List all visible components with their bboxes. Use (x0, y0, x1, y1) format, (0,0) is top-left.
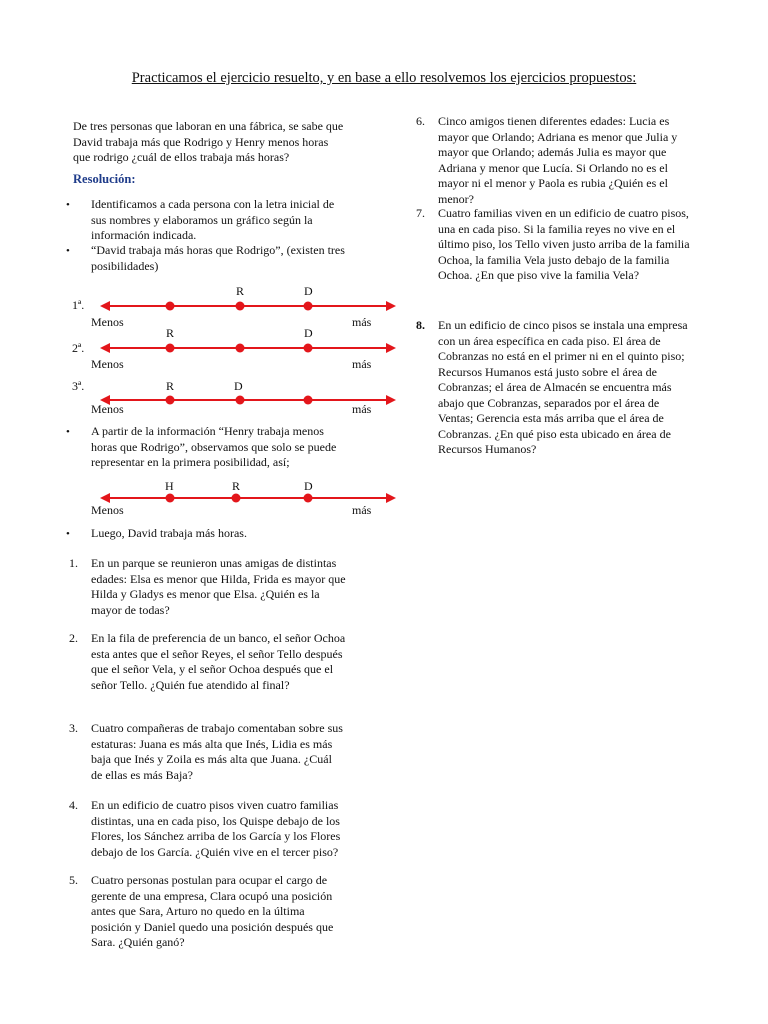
resolucion-heading: Resolución: (73, 172, 136, 186)
text-line: señor Tello. ¿Quién fue atendido al final? (91, 677, 290, 692)
intro-paragraph (73, 119, 343, 166)
page-title: Practicamos el ejercicio resuelto, y en base a ello resolvemos los ejercicios propuestos: (131, 70, 637, 86)
text-line: mayor ni el menor y Paola es rubia ¿Quién es el (438, 176, 668, 190)
text-line: mayor que Orlando; Adriana es menor que Julia y (438, 129, 678, 144)
point-marker (236, 302, 245, 311)
point-label: R (236, 284, 245, 298)
exercise-text (438, 206, 690, 284)
bullet-text (91, 197, 334, 244)
text-line: edades: Elsa es menor que Hilda, Frida es mayor que (91, 571, 346, 586)
possibility-tag: 3ª. (72, 379, 85, 393)
text-line: Identificamos a cada persona con la letra inicial de (91, 197, 335, 211)
menos-label: Menos (91, 503, 124, 517)
text-line: Ventas; Gerencia esta más arriba que el área de (438, 411, 664, 425)
text-line: posibilidades) (91, 258, 159, 273)
text-line: “David trabaja más horas que Rodrigo”, (existen tres (91, 243, 345, 257)
text-line: sus nombres y elaboramos un gráfico según la (91, 212, 313, 227)
mas-label: más (352, 402, 372, 416)
exercise-text (91, 798, 340, 860)
left-arrow-icon (100, 493, 110, 503)
number-line (100, 338, 396, 358)
mas-label: más (352, 357, 372, 371)
text-line: una en cada piso. Si la familia reyes no vive en el (438, 221, 676, 236)
text-line: posición y Daniel quedo una posición después que (91, 919, 334, 934)
text-line: información indicada. (91, 228, 197, 242)
exercise-text (91, 721, 343, 783)
text-line: En un edificio de cuatro pisos viven cuatro familias (91, 798, 339, 812)
point-marker (166, 302, 175, 311)
point-label: R (232, 479, 241, 493)
point-marker (304, 344, 313, 353)
bullet-text (91, 526, 247, 542)
exercise-text (91, 556, 346, 618)
menos-label: Menos (91, 315, 124, 329)
bullet-icon: • (66, 528, 70, 540)
point-label: D (304, 326, 313, 340)
text-line: Ochoa, la familia Vela justo debajo de la familia (438, 252, 670, 267)
number-line (100, 296, 396, 316)
point-marker (166, 344, 175, 353)
right-arrow-icon (386, 301, 396, 311)
text-line: esta antes que el señor Reyes, el señor Tello después (91, 646, 343, 661)
text-line: menor? (438, 191, 474, 206)
right-arrow-icon (386, 493, 396, 503)
exercise-number: 4. (69, 798, 78, 812)
bullet-icon: • (66, 199, 70, 211)
text-line: Cuatro personas postulan para ocupar el cargo de (91, 873, 328, 887)
text-line: Cobranzas. ¿En qué piso esta ubicado en área de (438, 426, 671, 441)
possibility-tag: 1ª. (72, 298, 85, 312)
text-line: estaturas: Juana es más alta que Inés, Lidia es más (91, 736, 333, 751)
point-marker (166, 396, 175, 405)
point-marker (236, 396, 245, 405)
exercise-text (91, 873, 333, 951)
exercise-number: 5. (69, 873, 78, 887)
text-line: último piso, los Tello viven justo arriba de la familia (438, 237, 690, 251)
text-line: Sara. ¿Quién ganó? (91, 935, 185, 949)
text-line: En un edificio de cinco pisos se instala una empresa (438, 318, 688, 332)
intro-line: David trabaja más que Rodrigo y Henry menos horas (73, 134, 329, 149)
bullet-icon: • (66, 245, 70, 257)
left-arrow-icon (100, 301, 110, 311)
text-line: con un área específica en cada piso. El área de (438, 333, 661, 348)
exercise-number: 6. (416, 114, 425, 128)
mas-label: más (352, 503, 372, 517)
text-line: Cuatro familias viven en un edificio de cuatro pisos, (438, 206, 689, 220)
text-line: mayor que Orlando; además Julia es mayor que (438, 145, 667, 159)
text-line: horas que Rodrigo”, observamos que solo se puede (91, 439, 337, 454)
text-line: Hilda y Gladys es menor que Elsa. ¿Quién es la (91, 587, 320, 601)
text-line: representar en la primera posibilidad, así; (91, 455, 290, 469)
exercise-number: 3. (69, 721, 78, 735)
point-marker (304, 396, 313, 405)
menos-label: Menos (91, 402, 124, 416)
bullet-icon: • (66, 426, 70, 438)
intro-line: que rodrigo ¿cuál de ellos trabaja más horas? (73, 150, 290, 164)
text-line: Luego, David trabaja más horas. (91, 526, 247, 540)
text-line: Cobranzas no está en el primer ni en el quinto piso; (438, 349, 685, 363)
point-marker (232, 494, 241, 503)
text-line: que el señor Vela, y el señor Ochoa después que el (91, 662, 334, 676)
text-line: En la fila de preferencia de un banco, el señor Ochoa (91, 631, 346, 645)
point-label: R (166, 379, 175, 393)
point-label: D (234, 379, 243, 393)
right-arrow-icon (386, 395, 396, 405)
exercise-text (91, 631, 345, 693)
text-line: antes que Sara, Arturo no quedo en la última (91, 904, 305, 918)
point-label: D (304, 479, 313, 493)
text-line: Cobranzas; el área de Almacén se encuentra más (438, 380, 672, 394)
text-line: debajo de los García. ¿Quién vive en el tercer piso? (91, 844, 339, 859)
text-line: abajo que Cobranzas, separados por el área de (438, 395, 660, 410)
text-line: Cuatro compañeras de trabajo comentaban sobre sus (91, 721, 343, 735)
exercise-number: 8. (416, 318, 425, 332)
text-line: En un parque se reunieron unas amigas de distintas (91, 556, 337, 570)
right-arrow-icon (386, 343, 396, 353)
text-line: A partir de la información “Henry trabaja menos (91, 424, 324, 438)
text-line: baja que Inés y Zoila es más alta que Juana. ¿Cuál (91, 752, 332, 766)
text-line: Flores, los Sánchez arriba de los García y los Flores (91, 829, 341, 843)
text-line: de ellas es más Baja? (91, 767, 193, 782)
point-marker (166, 494, 175, 503)
exercise-text (438, 318, 688, 458)
text-line: distintas, una en cada piso, los Quispe debajo de los (91, 813, 340, 828)
exercise-number: 2. (69, 631, 78, 645)
point-marker (304, 494, 313, 503)
text-line: Recursos Humanos está justo sobre el área de (438, 364, 657, 379)
possibility-tag: 2ª. (72, 341, 85, 355)
text-line: Adriana y menor que Lucía. Si Orlando no es el (438, 160, 668, 175)
bullet-text (91, 243, 345, 274)
exercise-number: 1. (69, 556, 78, 570)
point-marker (236, 344, 245, 353)
text-line: Ochoa. ¿En que piso vive la familia Vela? (438, 268, 640, 282)
text-line: Cinco amigos tienen diferentes edades: Lucia es (438, 114, 670, 128)
text-line: mayor de todas? (91, 602, 170, 617)
bullet-text (91, 424, 336, 471)
intro-line: De tres personas que laboran en una fábrica, se sabe que (73, 119, 344, 133)
point-label: R (166, 326, 175, 340)
menos-label: Menos (91, 357, 124, 371)
point-label: D (304, 284, 313, 298)
exercise-text (438, 114, 677, 207)
exercise-number: 7. (416, 206, 425, 220)
mas-label: más (352, 315, 372, 329)
text-line: gerente de una empresa, Clara ocupó una posición (91, 888, 333, 903)
point-marker (304, 302, 313, 311)
point-label: H (165, 479, 174, 493)
text-line: Recursos Humanos? (438, 442, 537, 456)
left-arrow-icon (100, 343, 110, 353)
